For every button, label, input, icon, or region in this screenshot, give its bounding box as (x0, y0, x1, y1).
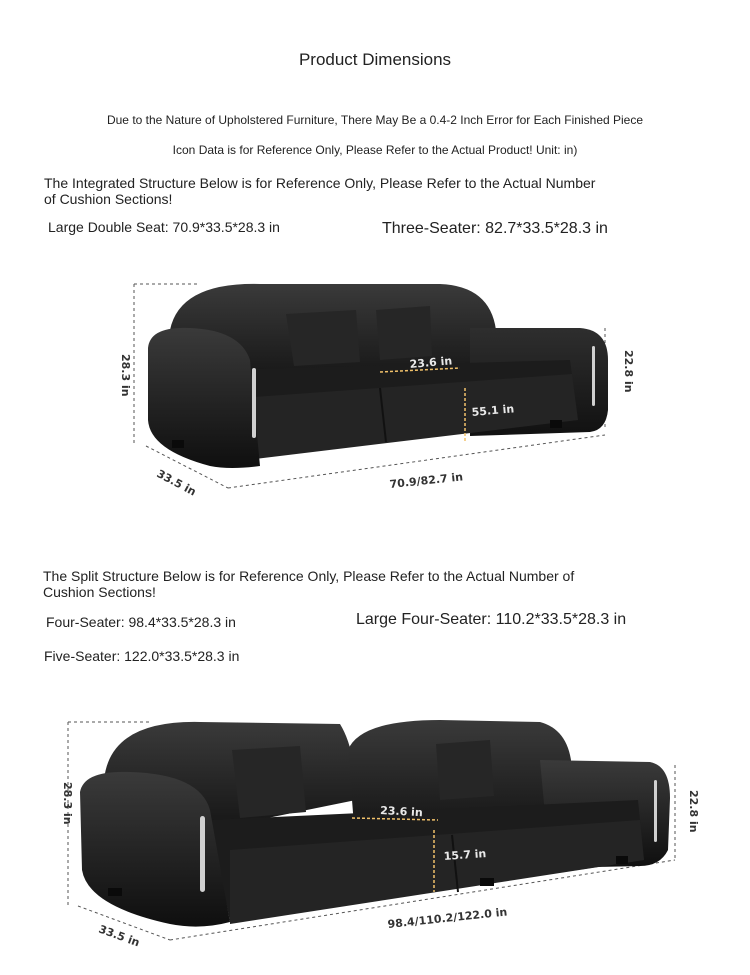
dim-seat-depth: 23.6 in (379, 804, 424, 820)
sofa-left-arm (148, 328, 260, 468)
dim-seat-depth: 23.6 in (409, 354, 453, 371)
page-title: Product Dimensions (298, 50, 452, 69)
dim-arm-height: 22.8 in (687, 790, 700, 833)
integrated-sofa-diagram (110, 270, 650, 510)
spec-large-double-seat: Large Double Seat: 70.9*33.5*28.3 in (48, 219, 280, 235)
dim-depth: 33.5 in (96, 922, 142, 950)
split-heading: The Split Structure Below is for Reference Only, Please Refer to the Actual Number of Cushion Sections! (43, 568, 575, 600)
pillow (376, 306, 432, 360)
spec-four-seater: Four-Seater: 98.4*33.5*28.3 in (46, 614, 236, 630)
spec-large-four-seater: Large Four-Seater: 110.2*33.5*28.3 in (356, 611, 627, 628)
dim-seat-height: 15.7 in (443, 847, 487, 863)
integrated-heading: The Integrated Structure Below is for Reference Only, Please Refer to the Actual Number of Cushion Sections! (44, 175, 596, 207)
pillow (232, 746, 306, 818)
pillow (436, 740, 494, 800)
pillow (286, 310, 360, 366)
reference-note: Icon Data is for Reference Only, Please Refer to the Actual Product! Unit: in) (172, 143, 578, 157)
dim-width: 70.9/82.7 in (388, 470, 464, 491)
tolerance-note: Due to the Nature of Upholstered Furniture, There May Be a 0.4-2 Inch Error for Each Finished Piece (106, 113, 644, 127)
spec-five-seater: Five-Seater: 122.0*33.5*28.3 in (44, 648, 240, 664)
dim-height: 28.3 in (61, 782, 74, 825)
dim-seat-height: 55.1 in (471, 402, 515, 419)
split-sofa-diagram (60, 710, 720, 960)
dim-height: 28.3 in (119, 354, 132, 397)
dim-arm-height: 22.8 in (622, 350, 635, 393)
dim-width: 98.4/110.2/122.0 in (386, 905, 508, 931)
dim-depth: 33.5 in (154, 467, 199, 499)
spec-three-seater: Three-Seater: 82.7*33.5*28.3 in (382, 220, 608, 237)
